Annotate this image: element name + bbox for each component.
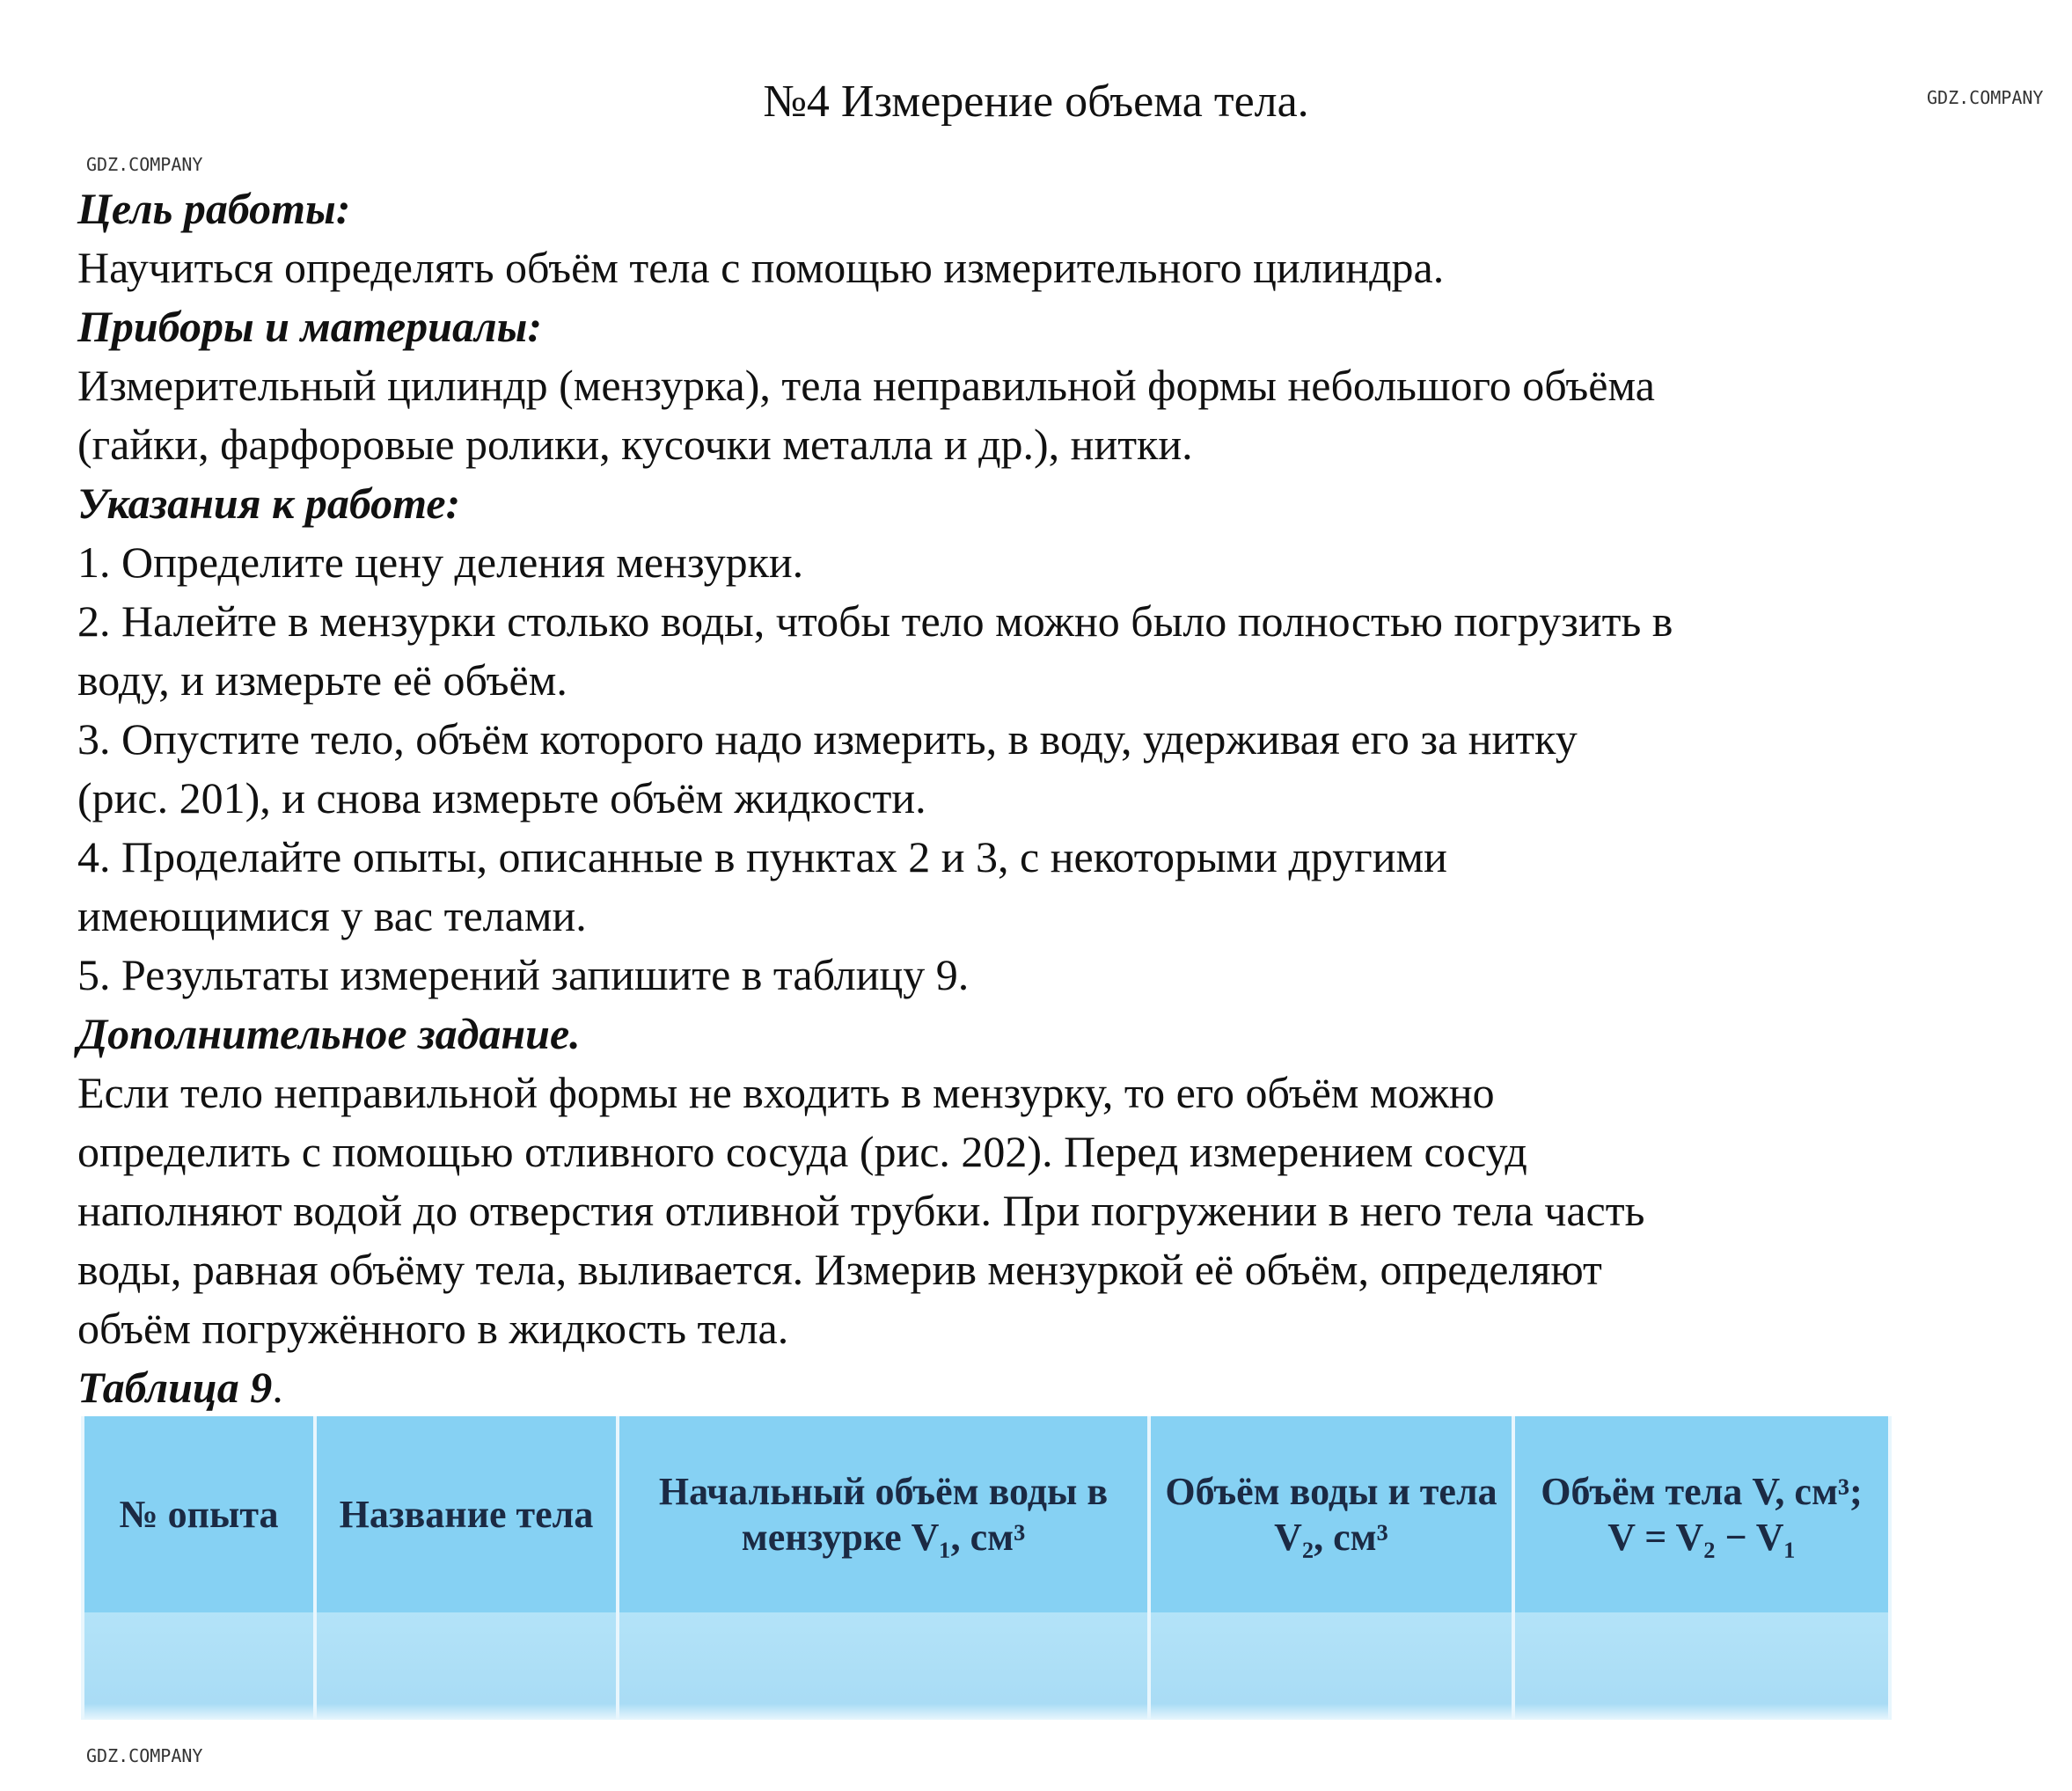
header-text: Объём воды и тела V₂, см³: [1165, 1469, 1497, 1559]
table-header-row: [83, 1416, 1890, 1612]
paragraph-line: объём погружённого в жидкость тела.: [77, 1304, 789, 1353]
step-5: 5. Результаты измерений запишите в таблицу 9.: [77, 950, 970, 999]
paragraph-line: Научиться определять объём тела с помощью измерительного цилиндра.: [77, 243, 1445, 292]
step-4: 4. Проделайте опыты, описанные в пунктах 2 и 3, с некоторыми другими: [77, 832, 1447, 881]
header-text: № опыта: [119, 1492, 279, 1536]
paragraph-line: наполняют водой до отверстия отливной трубки. При погружении в него тела часть: [77, 1186, 1645, 1235]
heading-goal: Цель работы:: [77, 184, 351, 233]
header-cell: [1513, 1416, 1890, 1612]
results-table: [81, 1416, 1892, 1720]
step-3: 3. Опустите тело, объём которого надо измерить, в воду, удерживая его за нитку: [77, 714, 1578, 764]
watermark: GDZ.COMPANY: [1927, 87, 2044, 108]
header-cell: [83, 1416, 315, 1612]
table-cell[interactable]: [1149, 1612, 1513, 1720]
paragraph-line: определить с помощью отливного сосуда (рис. 202). Перед измерением сосуд: [77, 1127, 1527, 1176]
heading-extra: Дополнительное задание.: [77, 1009, 581, 1058]
step-4-cont: имеющимися у вас телами.: [77, 891, 587, 940]
watermark: GDZ.COMPANY: [86, 1745, 203, 1766]
header-cell: [315, 1416, 618, 1612]
table-row: [83, 1612, 1890, 1720]
paragraph-line: (гайки, фарфоровые ролики, кусочки металла и др.), нитки.: [77, 420, 1193, 469]
paragraph-line: воды, равная объёму тела, выливается. Измерив мензуркой её объём, определяют: [77, 1245, 1602, 1294]
table-cell[interactable]: [618, 1612, 1149, 1720]
step-2: 2. Налейте в мензурки столько воды, чтобы тело можно было полностью погрузить в: [77, 596, 1673, 646]
step-2-cont: воду, и измерьте её объём.: [77, 655, 567, 705]
paragraph-line: Если тело неправильной формы не входить в мензурку, то его объём можно: [77, 1068, 1495, 1117]
header-cell: [1149, 1416, 1513, 1612]
heading-materials: Приборы и материалы:: [77, 302, 542, 351]
document-body: [77, 179, 1673, 1417]
table-cell[interactable]: [1513, 1612, 1890, 1720]
table-caption: [77, 1358, 1673, 1417]
step-3-cont: (рис. 201), и снова измерьте объём жидкости.: [77, 773, 926, 822]
step-1: 1. Определите цену деления мензурки.: [77, 537, 804, 587]
header-text: Начальный объём воды в мензурке V₁, см³: [658, 1469, 1109, 1559]
watermark: GDZ.COMPANY: [86, 154, 203, 175]
header-cell: [618, 1416, 1149, 1612]
heading-instructions: Указания к работе:: [77, 479, 461, 528]
table-cell[interactable]: [315, 1612, 618, 1720]
header-text: Объём тела V, см³; V = V₂ − V₁: [1541, 1469, 1863, 1559]
header-text: Название тела: [339, 1492, 594, 1536]
table-caption-period: .: [272, 1363, 283, 1412]
table-cell[interactable]: [83, 1612, 315, 1720]
table-caption-text: Таблица 9: [77, 1363, 273, 1412]
page-title: №4 Измерение объема тела.: [763, 77, 1309, 127]
paragraph-line: Измерительный цилиндр (мензурка), тела неправильной формы небольшого объёма: [77, 361, 1655, 410]
